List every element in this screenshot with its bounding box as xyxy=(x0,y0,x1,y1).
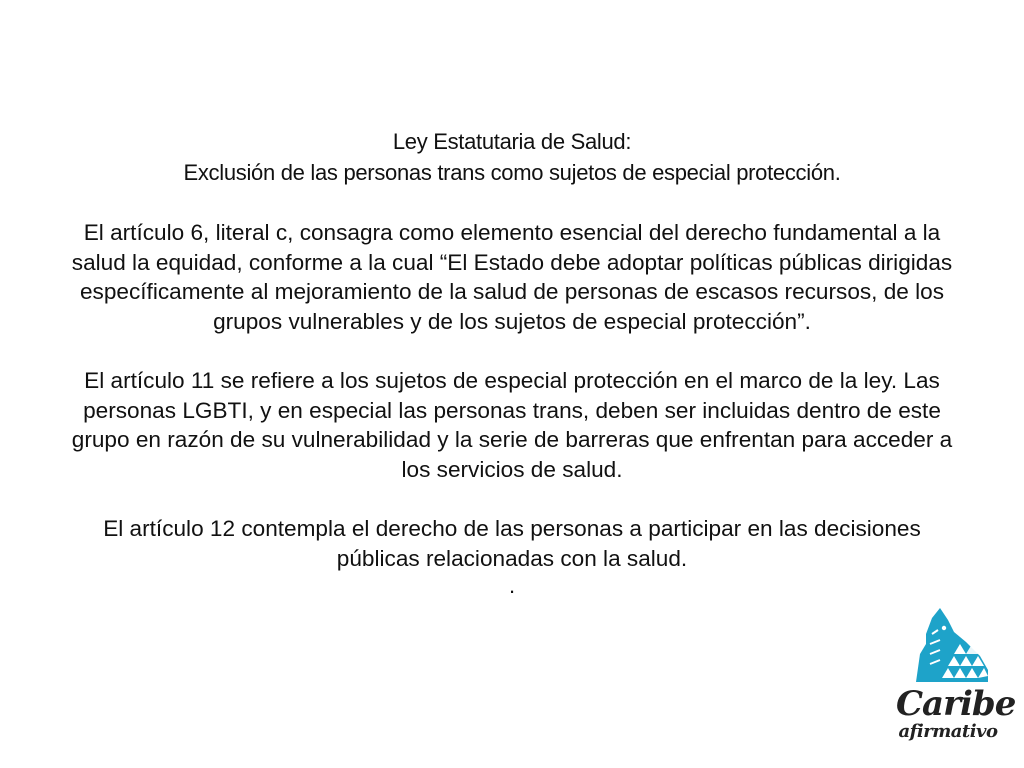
logo-wordmark-main: Caribe xyxy=(896,684,1016,724)
paragraph-article-6: El artículo 6, literal c, consagra como elemento esencial del derecho fundamental a la salud la equidad, conforme a la cual “El Estado debe adoptar políticas públicas dirigidas específicamente al mejoramiento de la salud de personas de escasos recursos, de los grupos vulnerables y de los sujetos de especial protección”. xyxy=(71,220,953,334)
paragraph-article-12: El artículo 12 contempla el derecho de las personas a participar en las decisiones públicas relacionadas con la salud. xyxy=(103,516,921,571)
title-line-2: Exclusión de las personas trans como sujetos de especial protección. xyxy=(183,160,841,185)
caribe-afirmativo-logo xyxy=(896,604,1016,754)
trailing-period: . xyxy=(508,573,516,598)
caribe-afirmativo-triangle-emblem-icon xyxy=(896,604,1000,688)
spacer xyxy=(70,188,954,218)
slide-heading xyxy=(70,126,954,188)
logo-wordmark-sub: afirmativo xyxy=(898,721,998,742)
slide-body xyxy=(70,126,954,597)
spacer xyxy=(70,484,954,514)
spacer xyxy=(70,336,954,366)
paragraph-article-11: El artículo 11 se refiere a los sujetos de especial protección en el marco de la ley. Las personas LGBTI, y en especial las personas trans, deben ser incluidas dentro de este grupo en razón de su vulnerabilidad y la serie de barreras que enfrentan para acceder a los servicios de salud. xyxy=(71,368,953,482)
title-line-1: Ley Estatutaria de Salud: xyxy=(392,129,632,154)
